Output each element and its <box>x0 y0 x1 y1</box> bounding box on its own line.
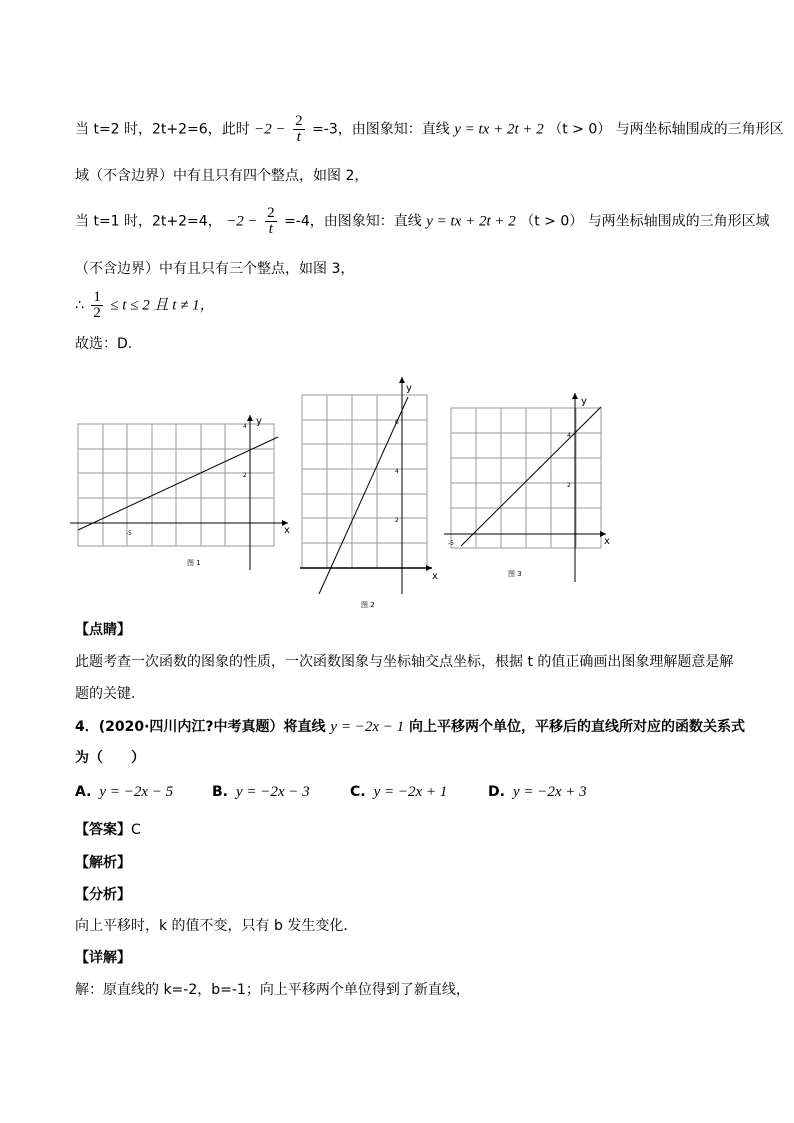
conclusion-fraction <box>91 290 103 321</box>
figure-1 <box>70 412 295 572</box>
fig3-y-arrow <box>572 393 578 399</box>
figure-2 <box>296 372 444 612</box>
fig2-caption: 图 2 <box>361 601 375 609</box>
fig2-tick-4: 4 <box>395 468 399 475</box>
answer-heading: 【答案】 <box>75 822 131 838</box>
xiangjie-heading: 【详解】 <box>75 950 131 966</box>
q4-equation: y = −2x − 1 <box>330 719 405 735</box>
option-a-eq: y = −2x − 5 <box>99 784 174 800</box>
answer-value: C <box>131 822 141 838</box>
fig1-tick-2: 2 <box>243 472 247 479</box>
therefore-symbol: ∴ <box>75 297 84 314</box>
dianjing-line2: 题的关键. <box>75 686 136 702</box>
fig3-tick-neg5: -5 <box>448 540 454 547</box>
para1-fraction <box>293 114 305 145</box>
figure-3 <box>444 388 614 588</box>
para1-expr: −2 − <box>254 121 286 138</box>
option-b <box>212 784 310 801</box>
conclusion-line <box>75 290 215 321</box>
q4-prefix: 4．(2020·四川内江?中考真题）将直线 <box>75 719 326 735</box>
fenxi-heading: 【分析】 <box>75 887 131 903</box>
fig2-y-arrow <box>399 377 405 383</box>
q4-suffix: 向上平移两个单位，平移后的直线所对应的函数关系式 <box>408 719 745 735</box>
fig1-tick-4: 4 <box>243 423 247 430</box>
xiangjie-text: 解：原直线的 k=-2，b=-1；向上平移两个单位得到了新直线， <box>75 982 470 998</box>
fig2-graph-line <box>319 397 408 594</box>
fig1-grid <box>78 424 274 546</box>
dianjing-line1: 此题考查一次函数的图象的性质，一次函数图象与坐标轴交点坐标，根据 t 的值正确画出图象理解题意是解 <box>75 654 734 670</box>
fig2-tick-6: 6 <box>395 419 399 426</box>
option-c <box>350 784 447 801</box>
para1-text-b: =-3，由图象知：直线 <box>312 121 450 138</box>
fig1-y-label: y <box>256 416 262 427</box>
option-d-eq: y = −2x + 3 <box>512 784 587 800</box>
option-a <box>75 784 173 801</box>
para2-frac-den: t <box>268 221 273 237</box>
option-d <box>488 784 587 801</box>
jiexi-heading: 【解析】 <box>75 855 131 871</box>
para1-condition: （t > 0） <box>548 121 612 138</box>
para2-frac-num: 2 <box>267 205 275 221</box>
conclusion-frac-num: 1 <box>93 289 101 305</box>
para2-equation: y = tx + 2t + 2 <box>426 213 516 230</box>
fig3-graph-line <box>461 407 601 546</box>
option-b-label: B. <box>212 784 228 800</box>
q4-line2: 为（ ） <box>75 750 145 766</box>
para1-equation: y = tx + 2t + 2 <box>454 121 544 138</box>
option-c-eq: y = −2x + 1 <box>373 784 448 800</box>
q4-line1 <box>75 717 745 737</box>
para1-frac-num: 2 <box>295 113 303 129</box>
para2-text-a: 当 t=1 时，2t+2=4， <box>75 213 222 230</box>
para1-text-c: 与两坐标轴围成的三角形区 <box>615 121 784 138</box>
fig1-y-arrow <box>247 415 253 421</box>
para1-frac-den: t <box>296 129 301 145</box>
answer-line <box>75 820 141 840</box>
option-c-label: C. <box>350 784 366 800</box>
option-d-label: D. <box>488 784 505 800</box>
dianjing-heading: 【点睛】 <box>75 622 131 638</box>
conclusion-frac-den: 2 <box>93 305 101 321</box>
fig2-y-label: y <box>406 383 412 394</box>
fig2-x-label: x <box>432 571 438 582</box>
para2-text-c: 与两坐标轴围成的三角形区域 <box>587 213 770 230</box>
fenxi-text: 向上平移时，k 的值不变，只有 b 发生变化． <box>75 918 358 934</box>
fig2-grid <box>302 395 427 568</box>
para1-text-a: 当 t=2 时，2t+2=6，此时 <box>75 121 250 138</box>
para1-line2: 域（不含边界）中有且只有四个整点，如图 2， <box>75 168 369 184</box>
option-b-eq: y = −2x − 3 <box>236 784 310 800</box>
option-a-label: A. <box>75 784 92 800</box>
fig3-y-label: y <box>581 396 587 407</box>
para2-line1 <box>75 206 770 237</box>
choose-line: 故选：D. <box>75 336 133 352</box>
conclusion-rest: ≤ t ≤ 2 且 t ≠ 1， <box>110 297 215 314</box>
para1-line1 <box>75 114 784 145</box>
para2-fraction <box>265 206 277 237</box>
fig3-caption: 图 3 <box>508 570 522 578</box>
para2-line2: （不含边界）中有且只有三个整点，如图 3， <box>75 261 355 277</box>
para2-condition: （t > 0） <box>520 213 584 230</box>
fig1-tick-neg5: -5 <box>126 530 132 537</box>
fig1-graph-line <box>78 437 278 530</box>
fig3-tick-4: 4 <box>567 432 571 439</box>
fig3-tick-2: 2 <box>567 482 571 489</box>
fig1-caption: 图 1 <box>187 559 201 567</box>
fig2-tick-2: 2 <box>395 517 399 524</box>
fig1-x-label: x <box>284 525 290 536</box>
para2-expr: −2 − <box>226 213 258 230</box>
para2-text-b: =-4，由图象知：直线 <box>284 213 422 230</box>
fig3-x-label: x <box>604 536 610 547</box>
